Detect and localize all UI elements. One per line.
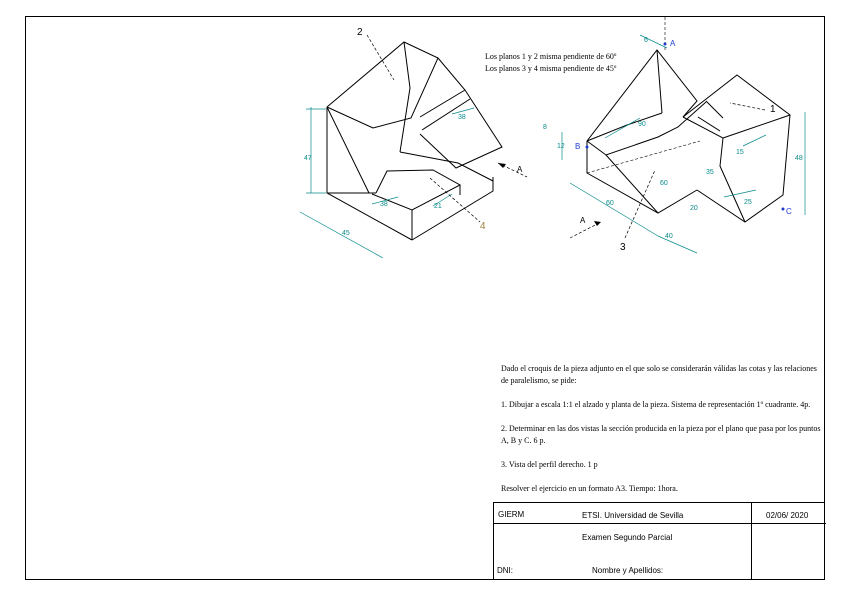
svg-text:6: 6: [644, 37, 648, 44]
left-dimensions: [300, 107, 474, 258]
svg-text:25: 25: [744, 199, 752, 206]
title-block-dept: GIERM: [498, 510, 525, 519]
title-block-exam: Examen Segundo Parcial: [582, 533, 673, 542]
svg-text:12: 12: [557, 143, 565, 150]
svg-text:38: 38: [458, 114, 466, 121]
title-block-name: Nombre y Apellidos:: [592, 566, 664, 575]
statement-item-1: 1. Dibujar a escala 1:1 el alzado y planta de la pieza. Sistema de representación 1º cuadrante. 4p.: [501, 400, 811, 409]
svg-text:21: 21: [434, 203, 442, 210]
exercise-statement: [501, 363, 821, 507]
statement-item-2: 2. Determinar en las dos vistas la sección producida en la pieza por el plano que pasa por los puntos A, B y C. 6 p.: [501, 424, 821, 445]
title-block-school: ETSI. Universidad de Sevilla: [582, 511, 684, 520]
title-block-dni: DNI:: [497, 566, 513, 575]
svg-text:90: 90: [638, 121, 646, 128]
svg-text:47: 47: [304, 155, 312, 162]
slope-note-2: Los planos 3 y 4 misma pendiente de 45º: [485, 64, 617, 73]
statement-intro: Dado el croquis de la pieza adjunto en el que solo se considerarán válidas las cotas y las relaciones de paralelismo, se pide:: [501, 364, 817, 385]
callout-plane-3: 3: [620, 242, 626, 253]
callout-plane-4: 4: [480, 221, 486, 232]
right-piece: [587, 50, 790, 222]
title-block-date: 02/06/ 2020: [766, 511, 809, 520]
point-c-label: C: [786, 207, 792, 216]
view-arrow-label: A: [517, 165, 523, 174]
svg-text:60: 60: [606, 200, 614, 207]
title-block: [493, 502, 825, 580]
slope-note-1: Los planos 1 y 2 misma pendiente de 60º: [485, 52, 617, 61]
svg-text:38: 38: [380, 201, 388, 208]
left-piece: [327, 42, 502, 240]
point-a-label: A: [670, 39, 676, 48]
slope-notes: [485, 51, 616, 75]
statement-item-4: Resolver el ejercicio en un formato A3. Tiempo: 1hora.: [501, 484, 678, 493]
svg-text:48: 48: [795, 155, 803, 162]
svg-text:40: 40: [665, 233, 673, 240]
point-b-label: B: [575, 142, 581, 151]
callout-plane-1: 1: [770, 104, 776, 115]
svg-text:60: 60: [660, 180, 668, 187]
svg-text:45: 45: [342, 230, 350, 237]
svg-text:20: 20: [690, 205, 698, 212]
statement-item-3: 3. Vista del perfil derecho. 1 p: [501, 460, 598, 469]
svg-text:8: 8: [543, 124, 547, 131]
svg-text:15: 15: [736, 149, 744, 156]
callout-plane-2: 2: [357, 27, 363, 38]
view-arrow-label-2: A: [580, 216, 586, 225]
svg-text:35: 35: [706, 169, 714, 176]
